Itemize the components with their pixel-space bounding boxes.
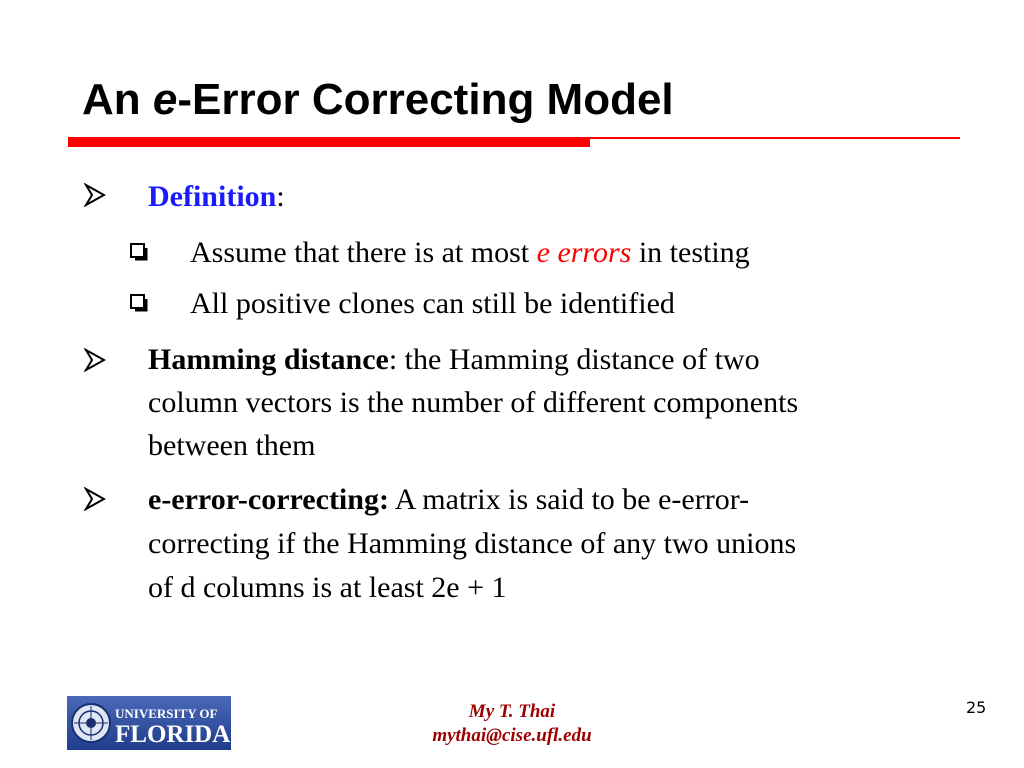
logo-text-florida: FLORIDA [115,721,231,748]
logo-text-university: UNIVERSITY OF [115,706,218,721]
bullet-e-error-line-1 [148,478,749,521]
e-error-text: A matrix is said to be e-error- [388,483,750,516]
bullet-hamming-line-2: column vectors is the number of different components [148,386,799,419]
assume-emph: e errors [536,236,632,269]
arrow-bullet-icon [84,183,106,207]
definition-label: Definition [148,180,277,213]
bullet-e-error-line-2: correcting if the Hamming distance of any two unions [148,527,797,560]
definition-colon: : [276,180,285,213]
title-prefix: An [82,75,153,124]
bullet-hamming-line-1 [148,338,760,381]
hamming-text: : the Hamming distance of two [388,343,760,376]
title-italic-e: e [152,75,178,124]
title-underline-thin [590,137,960,139]
arrow-bullet-icon [84,348,106,372]
title-rest: -Error Correcting Model [177,75,674,124]
title-underline-thick [68,137,590,147]
bullet-definition [148,175,285,218]
sub-bullet-positive-clones: All positive clones can still be identified [190,287,675,320]
footer-email: mythai@cise.ufl.edu [432,725,592,746]
bullet-e-error-line-3: of d columns is at least 2e + 1 [148,571,507,604]
page-number: 25 [966,698,987,717]
slide-title [82,74,674,126]
bullet-hamming-line-3: between them [148,429,316,462]
university-of-florida-logo [67,696,231,750]
sub-bullet-assume [190,231,750,274]
hamming-label: Hamming distance [148,343,389,376]
arrow-bullet-icon [84,487,106,511]
e-error-label: e-error-correcting: [148,483,389,516]
checkbox-bullet-icon [130,243,150,263]
assume-prefix: Assume that there is at most [190,236,537,269]
checkbox-bullet-icon [130,294,150,314]
footer-author: My T. Thai [468,701,556,722]
assume-suffix: in testing [631,236,750,269]
